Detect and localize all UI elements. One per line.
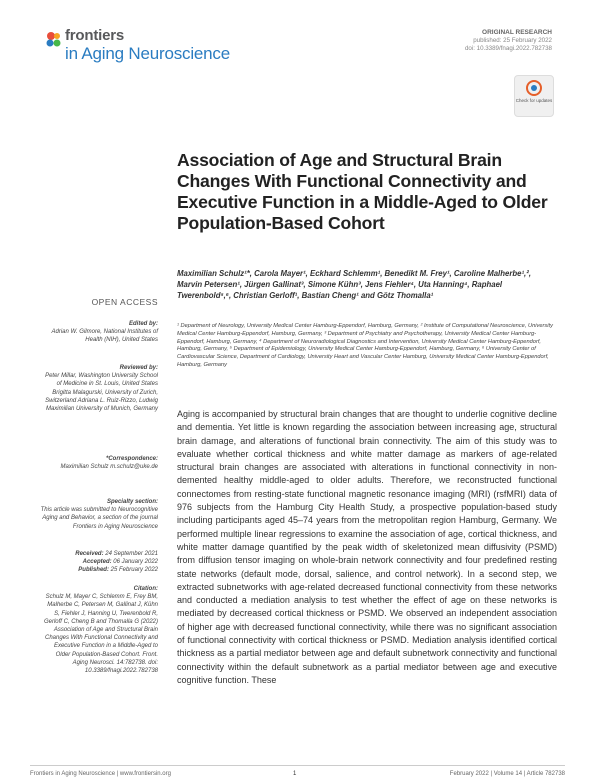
- specialty-section: [40, 498, 158, 531]
- update-icon: [526, 80, 542, 96]
- received-date: 24 September 2021: [105, 551, 158, 557]
- article-title: Association of Age and Structural Brain Changes With Functional Connectivity and Executive Function in a Middle-Aged to Older Population-Based Cohort: [177, 150, 548, 233]
- badge-label: Check for updates: [515, 98, 553, 103]
- edited-by-label: Edited by:: [128, 321, 158, 327]
- open-access-label: OPEN ACCESS: [91, 297, 158, 307]
- published-date: published: 25 February 2022: [473, 37, 552, 44]
- published-label: Published:: [78, 567, 109, 574]
- reviewed-by-section: [40, 364, 158, 413]
- specialty-label: Specialty section:: [106, 499, 158, 505]
- accepted-label: Accepted:: [82, 559, 112, 566]
- citation-section: [40, 585, 158, 675]
- footer-volume: February 2022 | Volume 14 | Article 782738: [449, 771, 565, 777]
- footer-divider: [30, 765, 565, 766]
- reviewed-by-value: Peter Millar, Washington University School of Medicine in St. Louis, United States Brigitta Malagurski, University of Zurich, Switzerland Adriana L. Ruiz-Rizzo, Ludwig Maximilian University of Munich, Germany: [45, 373, 158, 413]
- reviewed-by-label: Reviewed by:: [119, 365, 158, 371]
- doi[interactable]: doi: 10.3389/fnagi.2022.782738: [464, 45, 552, 52]
- accepted-date: 06 January 2022: [113, 559, 158, 566]
- dates-section: [40, 550, 158, 575]
- edited-by-value: Adrian W. Gilmore, National Institutes of Health (NIH), United States: [51, 329, 158, 344]
- check-for-updates-badge[interactable]: [514, 75, 554, 117]
- journal-name: in Aging Neuroscience: [65, 44, 230, 63]
- article-type: ORIGINAL RESEARCH: [482, 29, 552, 36]
- author-list: Maximilian Schulz¹*, Carola Mayer¹, Eckhard Schlemm¹, Benedikt M. Frey¹, Caroline Malherbe¹,², Marvin Petersen¹, Jürgen Gallinat³, Simone Kühn³, Jens Fiehler⁴, Uta Hanning⁴, Raphael Twerenbold⁵,⁶, Christian Gerloff¹, Bastian Cheng¹ and Götz Thomalla¹: [177, 269, 531, 300]
- abstract: Aging is accompanied by structural brain changes that are thought to underlie cognitive decline and dementia. Yet little is known regarding the association between increasing age, structural brain damage, and alterations of functional brain connectivity. The aim of this study was to evaluate whether cortical thickness and white matter damage as markers of age-related structural brain changes are associated with alterations in functional connectivity in non-demented healthy middle-aged to older adults. Therefore, we reconstructed functional connectomes from resting-state functional magnetic resonance imaging (MRI) (rsfMRI) data of 976 subjects from the Hamburg City Health Study, a prospective population-based study including participants aged 45–74 years from the metropolitan region Hamburg, Germany. We performed multiple linear regressions to examine the association of age, cortical thickness, and white matter damage quantified by the peak width of skeletonized mean diffusivity (PSMD) from diffusion tensor imaging on whole-brain network connectivity and four predefined resting state networks (default mode, dorsal, salience, and control network). In a second step, we extracted subnetworks with age-related decreased functional connectivity from these networks and conducted a mediation analysis to test whether the effect of age on these networks is mediated by decreased cortical thickness or PSMD. We observed an independent association of higher age with decreased functional connectivity, while there was no significant association of functional connectivity with cortical thickness or PSMD. Mediation analysis identified cortical thickness as a partial mediator between age and default subnetwork connectivity and functional connectivity within the default subnetwork as a partial mediator between age and executive cognitive function. These: [177, 409, 557, 685]
- citation-value: Schulz M, Mayer C, Schlemm E, Frey BM, Malherbe C, Petersen M, Gallinat J, Kühn S, Fiehler J, Hanning U, Twerenbold R, Gerloff C, Cheng B and Thomalla G (2022) Association of Age and Structural Brain Changes With Functional Connectivity and Executive Function in a Middle-Aged to Older Population-Based Cohort. Front. Aging Neurosci. 14:782738. doi: 10.3389/fnagi.2022.782738: [43, 594, 158, 675]
- specialty-value: This article was submitted to Neurocognitive Aging and Behavior, a section of the journal Frontiers in Aging Neuroscience: [40, 507, 158, 530]
- published-date-side: 25 February 2022: [110, 567, 158, 574]
- brand-name: frontiers: [65, 27, 125, 44]
- affiliations: ¹ Department of Neurology, University Medical Center Hamburg-Eppendorf, Hamburg, Germany, ² Institute of Computational Neuroscience, University Medical Center Hamburg-Eppendorf, Hamburg, Germany, ³ Department of Psychiatry and Psychotherapy, University Medical Center Hamburg-Eppendorf, Hamburg, Germany, ⁴ Department of Neuroradiological Diagnostics and Intervention, University Medical Center Hamburg-Eppendorf, Hamburg, Germany, ⁵ Department of Epidemiology, University Medical Center Hamburg-Eppendorf, Hamburg, Germany, ⁶ University Center of Cardiovascular Science, Department of Cardiology, University Heart and Vascular Center Hamburg, University Medical Center Hamburg-Eppendorf, Hamburg, Germany: [177, 323, 553, 368]
- correspondence-section: [40, 455, 158, 471]
- citation-label: Citation:: [133, 586, 158, 592]
- received-label: Received:: [75, 551, 104, 557]
- article-header: [465, 29, 552, 53]
- page-number: 1: [293, 771, 297, 777]
- edited-by-section: [40, 320, 158, 345]
- frontiers-logo-icon: [44, 30, 64, 50]
- correspondence-label: *Correspondence:: [105, 456, 158, 462]
- correspondence-value[interactable]: Maximilian Schulz m.schulz@uke.de: [60, 464, 158, 471]
- footer-journal[interactable]: Frontiers in Aging Neuroscience | www.frontiersin.org: [30, 771, 171, 777]
